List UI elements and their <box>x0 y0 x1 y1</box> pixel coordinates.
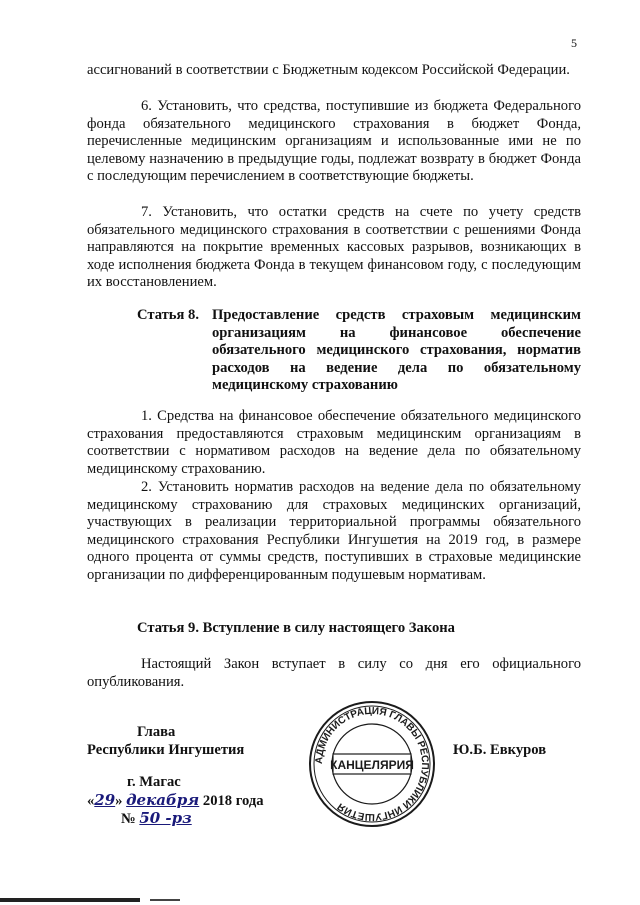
document-number <box>121 809 192 828</box>
signatory-name: Ю.Б. Евкуров <box>453 742 547 758</box>
article-8-title: Предоставление средств страховым медицинским организациям на финансовое обеспечение обязательного медицинского страхования, норматив расходов на ведение дела по обязательному медицинскому страхованию <box>212 307 581 394</box>
date-year: 2018 года <box>202 793 264 809</box>
article-8-number: Статья 8. <box>137 307 199 323</box>
document-number-handwritten: 50 -рз <box>139 809 192 827</box>
article-8-paragraph-2: 2. Установить норматив расходов на ведение дела по обязательному медицинскому страхованию для страховых медицинских организаций, участвующих в реализации территориальной программы обязательного медицинского страхования Республики Ингушетия на 2019 год, в размере одного процента от суммы средств, поступивших в страховые медицинские организации по дифференцированным подушевым нормативам. <box>87 479 581 583</box>
date-open-quote: « <box>87 793 95 809</box>
date-close-quote: » <box>115 793 123 809</box>
date-day-handwritten: 29 <box>94 791 116 809</box>
date-month-handwritten: декабря <box>126 791 200 809</box>
stamp-center-text: КАНЦЕЛЯРИЯ <box>330 758 414 772</box>
paragraph-item-6: 6. Установить, что средства, поступившие из бюджета Федерального фонда обязательного медицинского страхования в бюджет Фонда, перечисленные медицинским организациям и использованные ими не по целевому назначению в предыдущие годы, подлежат возврату в бюджет Фонда с последующим перечислением в соответствующие бюджеты. <box>87 98 581 185</box>
stamp-ring-textpath: АДМИНИСТРАЦИЯ ГЛАВЫ РЕСПУБЛИКИ ИНГУШЕТИЯ <box>313 705 431 823</box>
signing-date <box>87 791 264 810</box>
article-8-paragraph-1: 1. Средства на финансовое обеспечение обязательного медицинского страхования предоставляются страховым медицинским организациям в соответствии с нормативом расходов на ведение дела по обязательному медицинскому страхованию. <box>87 408 581 477</box>
official-stamp <box>305 697 439 831</box>
article-9-text: Настоящий Закон вступает в силу со дня его официального опубликования. <box>87 656 581 690</box>
number-sign: № <box>121 811 136 827</box>
signatory-position-line1: Глава <box>137 724 176 740</box>
scan-edge-mark <box>0 898 140 902</box>
article-9-heading: Статья 9. Вступление в силу настоящего Закона <box>137 620 455 636</box>
page-number: 5 <box>571 36 577 50</box>
signing-place: г. Магас <box>127 774 181 790</box>
signatory-position-line2: Республики Ингушетия <box>87 742 245 758</box>
paragraph-item-7: 7. Установить, что остатки средств на счете по учету средств обязательного медицинского страхования в соответствии с решениями Фонда направляются на покрытие временных кассовых разрывов, возникающих в ходе исполнения бюджета Фонда в текущем финансовом году, с последующим их восстановлением. <box>87 204 581 291</box>
paragraph-continuation: ассигнований в соответствии с Бюджетным кодексом Российской Федерации. <box>87 62 570 78</box>
article-8-heading <box>137 307 581 395</box>
scan-edge-mark-2 <box>150 899 180 901</box>
